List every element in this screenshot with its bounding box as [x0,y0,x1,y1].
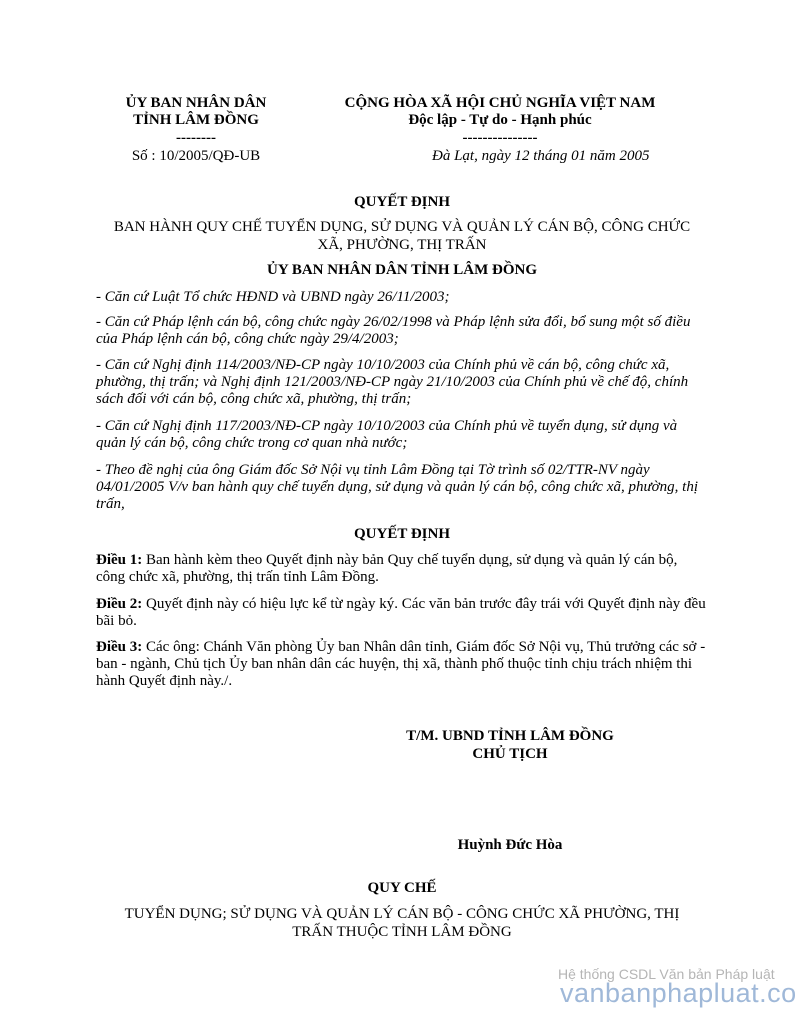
decision-title-2: QUYẾT ĐỊNH [354,526,450,542]
decision-subject-line1: BAN HÀNH QUY CHẾ TUYỂN DỤNG, SỬ DỤNG VÀ QUẢN LÝ CÁN BỘ, CÔNG CHỨC [113,219,691,235]
decision-title: QUYẾT ĐỊNH [354,194,450,210]
national-motto: Độc lập - Tự do - Hạnh phúc [408,112,592,128]
watermark-site: vanbanphapluat.co [560,978,797,1008]
article-2-label: Điều 2: [96,596,143,612]
article-1-text: Ban hành kèm theo Quyết định này bản Quy chế tuyển dụng, sử dụng và quản lý cán bộ, công chức xã, phường, thị trấn tỉnh Lâm Đồng. [96,552,678,585]
motto-divider: --------------- [462,130,538,146]
decision-subject-line2: XÃ, PHƯỜNG, THỊ TRẤN [317,237,487,253]
regulation-subject-line1: TUYỂN DỤNG; SỬ DỤNG VÀ QUẢN LÝ CÁN BỘ - CÔNG CHỨC XÃ PHƯỜNG, THỊ [124,906,680,922]
signature-title: T/M. UBND TỈNH LÂM ĐỒNG [406,728,614,744]
legal-basis-4: - Căn cứ Nghị định 117/2003/NĐ-CP ngày 10/10/2003 của Chính phủ về tuyển dụng, sử dụng và quản lý cán bộ, công chức trong cơ quan nhà nước; [96,418,678,451]
issuer-name: ỦY BAN NHÂN DÂN [125,95,267,111]
article-2-text: Quyết định này có hiệu lực kể từ ngày ký. Các văn bản trước đây trái với Quyết định này đều bãi bỏ. [96,596,706,629]
issuer-divider: -------- [176,130,216,146]
national-title: CỘNG HÒA XÃ HỘI CHỦ NGHĨA VIỆT NAM [344,95,656,111]
legal-basis-5: - Theo đề nghị của ông Giám đốc Sở Nội vụ tỉnh Lâm Đồng tại Tờ trình số 02/TTR-NV ngày 04/01/2005 V/v ban hành quy chế tuyển dụng, sử dụng và quản lý cán bộ, công chức xã, phường, thị trấn, [96,462,699,512]
signature-role: CHỦ TỊCH [472,746,548,762]
watermark-caption: Hệ thống CSDL Văn bản Pháp luật [558,966,775,982]
legal-basis-3: - Căn cứ Nghị định 114/2003/NĐ-CP ngày 10/10/2003 của Chính phủ về cán bộ, công chức xã, phường, thị trấn; và Nghị định 121/2003/NĐ-CP ngày 21/10/2003 của Chính phủ về chế độ, chính sách đối với cán bộ, công chức xã, phường, thị trấn; [96,357,689,407]
legal-basis-1: - Căn cứ Luật Tổ chức HĐND và UBND ngày 26/11/2003; [96,289,450,305]
issuing-authority: ỦY BAN NHÂN DÂN TỈNH LÂM ĐỒNG [266,262,537,278]
article-3-text: Các ông: Chánh Văn phòng Ủy ban Nhân dân tỉnh, Giám đốc Sở Nội vụ, Thủ trưởng các sở - ban - ngành, Chủ tịch Ủy ban nhân dân các huyện, thị xã, thành phố thuộc tỉnh chịu trách nhiệm thi hành Quyết định này./. [96,639,706,689]
regulation-title: QUY CHẾ [367,880,437,896]
article-3 [96,639,708,690]
article-2 [96,596,708,630]
legal-basis-2: - Căn cứ Pháp lệnh cán bộ, công chức ngày 26/02/1998 và Pháp lệnh sửa đổi, bổ sung một số điều của Pháp lệnh cán bộ, công chức ngày 29/4/2003; [96,314,691,347]
issuer-province: TỈNH LÂM ĐỒNG [133,112,259,128]
article-3-label: Điều 3: [96,639,143,655]
article-1-label: Điều 1: [96,552,143,568]
document-number: Số : 10/2005/QĐ-UB [131,148,261,164]
article-1 [96,552,708,586]
issue-date: Đà Lạt, ngày 12 tháng 01 năm 2005 [432,148,650,164]
signatory-name: Huỳnh Đức Hòa [457,837,563,853]
regulation-subject-line2: TRẤN THUỘC TỈNH LÂM ĐỒNG [292,924,512,940]
